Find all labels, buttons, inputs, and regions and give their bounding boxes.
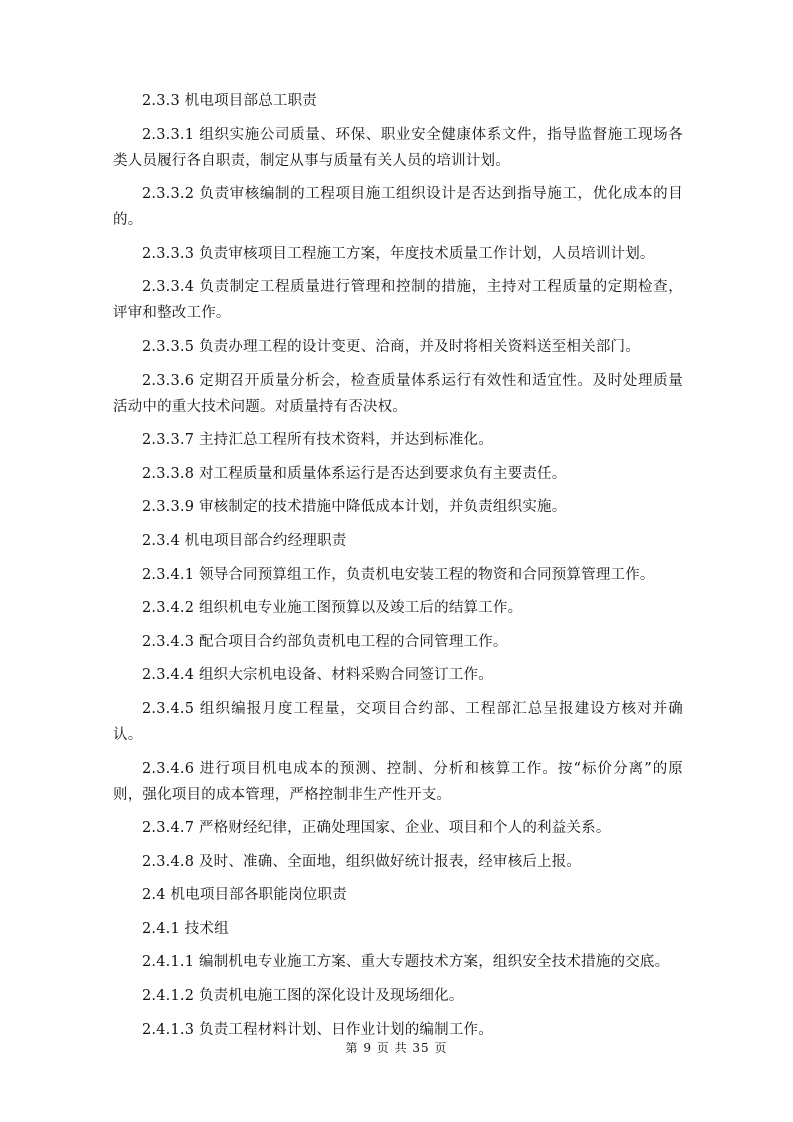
subsection-heading: 2.4.1 技术组 (142, 920, 229, 937)
paragraph: 2.3.4.4 组织大宗机电设备、材料采购合同签订工作。 (142, 667, 493, 684)
paragraph: 2.3.4.3 配合项目合约部负责机电工程的合同管理工作。 (142, 633, 508, 650)
paragraph: 2.3.4.7 严格财经纪律，正确处理国家、企业、项目和个人的利益关系。 (142, 820, 611, 837)
paragraph: 2.3.3.3 负责审核项目工程施工方案，年度技术质量工作计划，人员培训计划。 (142, 245, 655, 262)
section-heading: 2.4 机电项目部各职能岗位职责 (142, 887, 347, 904)
paragraph: 2.3.4.8 及时、准确、全面地，组织做好统计报表，经审核后上报。 (142, 853, 582, 870)
paragraph: 2.4.1.1 编制机电专业施工方案、重大专题技术方案，组织安全技术措施的交底。 (142, 954, 670, 971)
paragraph: 2.3.3.2 负责审核编制的工程项目施工组织设计是否达到指导施工，优化成本的目的。 (113, 186, 683, 229)
document-body (113, 88, 683, 1050)
paragraph: 2.3.3.4 负责制定工程质量进行管理和控制的措施，主持对工程质量的定期检查，评审和整改工作。 (113, 279, 683, 322)
section-heading: 2.3.3 机电项目部总工职责 (142, 93, 318, 109)
paragraph: 2.3.4.5 组织编报月度工程量，交项目合约部、工程部汇总呈报建设方核对并确认。 (113, 700, 683, 743)
paragraph: 2.3.4.1 领导合同预算组工作，负责机电安装工程的物资和合同预算管理工作。 (142, 566, 655, 583)
paragraph: 2.3.3.9 审核制定的技术措施中降低成本计划，并负责组织实施。 (142, 499, 567, 516)
paragraph: 2.4.1.3 负责工程材料计划、日作业计划的编制工作。 (142, 1021, 493, 1038)
paragraph: 2.3.4.2 组织机电专业施工图预算以及竣工后的结算工作。 (142, 600, 523, 617)
paragraph: 2.3.3.7 主持汇总工程所有技术资料，并达到标准化。 (142, 432, 493, 449)
page-footer: 第 9 页 共 35 页 (345, 1041, 448, 1055)
section-heading: 2.3.4 机电项目部合约经理职责 (142, 532, 347, 549)
paragraph: 2.3.3.8 对工程质量和质量体系运行是否达到要求负有主要责任。 (142, 465, 567, 482)
paragraph: 2.3.3.5 负责办理工程的设计变更、洽商，并及时将相关资料送至相关部门。 (142, 338, 640, 355)
paragraph: 2.3.4.6 进行项目机电成本的预测、控制、分析和核算工作。按“标价分离”的原则，强化项目的成本管理，严格控制非生产性开支。 (113, 760, 683, 803)
paragraph: 2.4.1.2 负责机电施工图的深化设计及现场细化。 (142, 988, 464, 1005)
paragraph: 2.3.3.6 定期召开质量分析会，检查质量体系运行有效性和适宜性。及时处理质量活动中的重大技术问题。对质量持有否决权。 (113, 372, 683, 415)
paragraph: 2.3.3.1 组织实施公司质量、环保、职业安全健康体系文件，指导监督施工现场各类人员履行各自职责，制定从事与质量有关人员的培训计划。 (113, 126, 683, 169)
